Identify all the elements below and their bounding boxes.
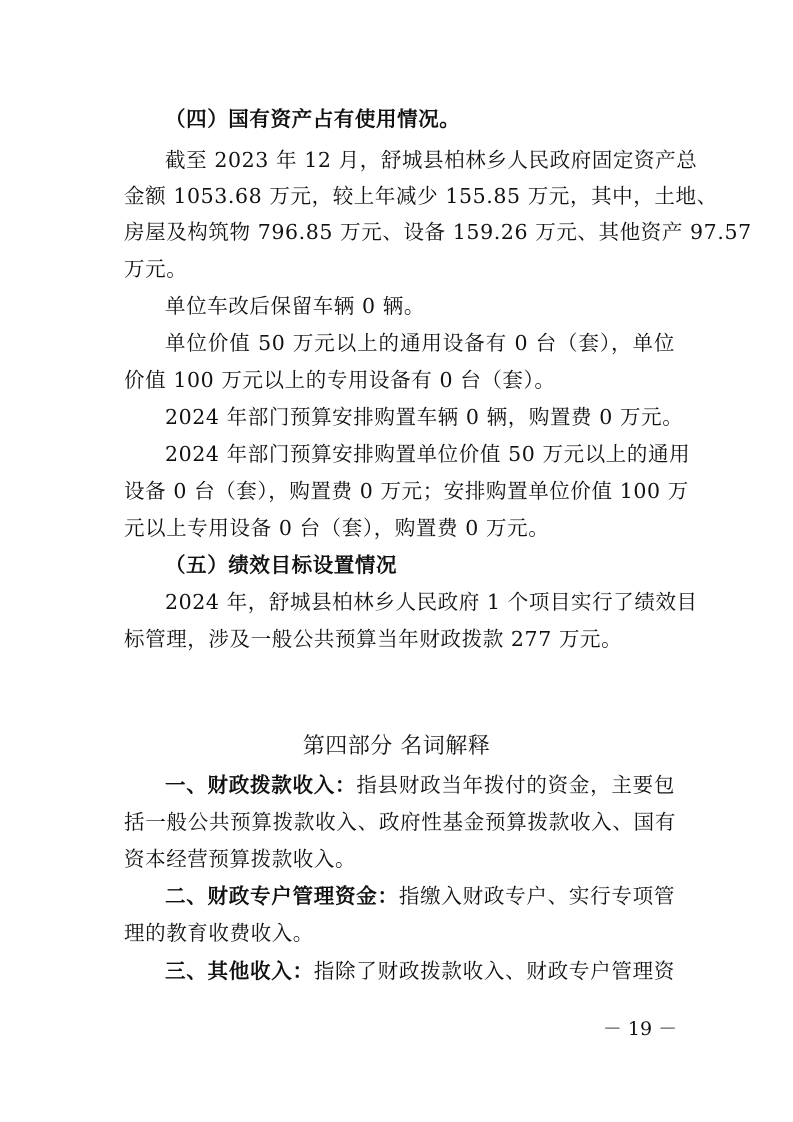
paragraph-line: 万元。 bbox=[124, 257, 188, 281]
term-definition-line bbox=[165, 958, 675, 984]
paragraph-line: 设备 0 台（套），购置费 0 万元；安排购置单位价值 100 万 bbox=[124, 479, 689, 503]
paragraph-line: 资本经营预算拨款收入。 bbox=[124, 847, 357, 871]
term-definition-line bbox=[165, 883, 675, 909]
section-heading-performance: （五）绩效目标设置情况 bbox=[165, 553, 398, 577]
paragraph-line: 价值 100 万元以上的专用设备有 0 台（套）。 bbox=[124, 368, 556, 392]
term-label: 一、财政拨款收入： bbox=[165, 773, 357, 797]
paragraph-line: 单位车改后保留车辆 0 辆。 bbox=[165, 294, 425, 318]
term-definition-line bbox=[165, 772, 675, 798]
page-number: － 19 － bbox=[602, 1018, 678, 1040]
paragraph-line: 2024 年，舒城县柏林乡人民政府 1 个项目实行了绩效目 bbox=[165, 590, 698, 614]
paragraph-line: 2024 年部门预算安排购置单位价值 50 万元以上的通用 bbox=[165, 442, 691, 466]
part-title: 第四部分 名词解释 bbox=[302, 734, 491, 759]
paragraph-line: 单位价值 50 万元以上的通用设备有 0 台（套），单位 bbox=[165, 331, 675, 355]
paragraph-line: 括一般公共预算拨款收入、政府性基金预算拨款收入、国有 bbox=[124, 810, 676, 834]
paragraph-line: 理的教育收费收入。 bbox=[124, 921, 314, 945]
paragraph-line: 标管理，涉及一般公共预算当年财政拨款 277 万元。 bbox=[124, 627, 623, 651]
term-text: 指缴入财政专户、实行专项管 bbox=[398, 884, 675, 908]
paragraph-line: 金额 1053.68 万元，较上年减少 155.85 万元，其中，土地、 bbox=[124, 184, 718, 208]
paragraph-line: 2024 年部门预算安排购置车辆 0 辆，购置费 0 万元。 bbox=[165, 405, 684, 429]
paragraph-line: 元以上专用设备 0 台（套），购置费 0 万元。 bbox=[124, 516, 550, 540]
section-heading-assets: （四）国有资产占有使用情况。 bbox=[165, 107, 461, 131]
term-text: 指除了财政拨款收入、财政专户管理资 bbox=[313, 959, 675, 983]
paragraph-line: 截至 2023 年 12 月，舒城县柏林乡人民政府固定资产总 bbox=[165, 148, 698, 172]
term-label: 三、其他收入： bbox=[165, 959, 314, 983]
paragraph-line: 房屋及构筑物 796.85 万元、设备 159.26 万元、其他资产 97.57 bbox=[124, 220, 752, 244]
term-text: 指县财政当年拨付的资金，主要包 bbox=[356, 773, 675, 797]
term-label: 二、财政专户管理资金： bbox=[165, 884, 399, 908]
